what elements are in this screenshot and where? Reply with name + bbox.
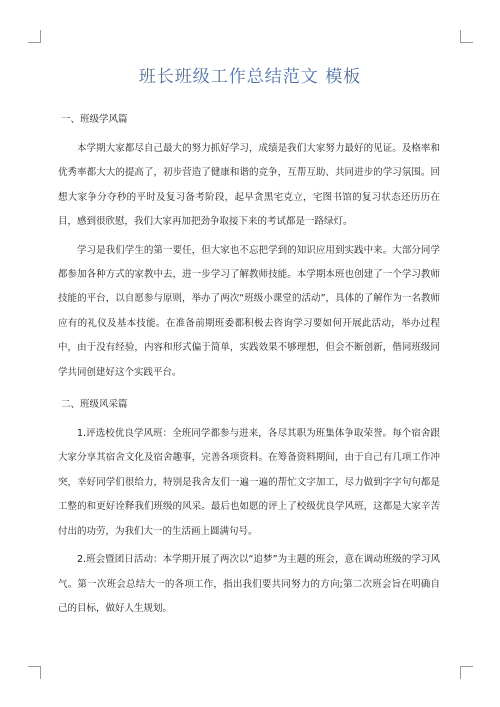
section-heading-class-style: 二、班级风采篇 <box>61 399 128 411</box>
paragraph: 2.班会暨团日活动：本学期开展了两次以“追梦”为主题的班会，意在调动班级的学习风气。第一次班会总结大一的各项工作，指出我们要共同努力的方向;第二次班会旨在明确自己的目标，做好人生规划。 <box>58 554 440 614</box>
section-heading-study-style: 一、班级学风篇 <box>61 114 128 125</box>
paragraph: 1.评选校优良学风班：全班同学都参与进来，各尽其职为班集体争取荣誉。每个宿舍跟大家分享其宿舍文化及宿舍趣事，完善各项资料。在筹备资料期间，由于自己有几项工作冲突，幸好同学们很给力，特别是我舍友们一遍一遍的帮忙文字加工，尽力做到字字句句都是工整的和更好诠释我们班级的风采。最后也如愿的评上了校级优良学风班，这都是大家辛苦付出的功劳，为我们大一的生活画上圆满句号。 <box>58 428 440 537</box>
crop-mark-top-left <box>28 30 41 43</box>
document-title: 班长班级工作总结范文 模板 <box>138 67 362 87</box>
document-body <box>58 110 440 625</box>
paragraph: 本学期大家都尽自己最大的努力抓好学习，成绩是我们大家努力最好的见证。及格率和优秀率都大大的提高了，初步营造了健康和谐的竞争，互帮互助、共同进步的学习氛围。回想大家争分夺秒的平时及复习备考阶段，起早贪黑宅克立，宅图书馆的复习状态还历历在目，感到很欣慰，我们大家再加把劲争取接下来的考试都是一路绿灯。 <box>58 143 440 228</box>
paragraph: 学习是我们学生的第一要任，但大家也不忘把学到的知识应用到实践中来。大部分同学都参加各种方式的家教中去，进一步学习了解教师技能。本学期本班也创建了一个学习教师技能的平台，以自愿参与原则，举办了两次“班级小课堂的活动”，具体的了解作为一名教师应有的礼仪及基本技能。在准备前期班委都积极去咨询学习要如何开展此活动，举办过程中，由于没有经验，内容和形式偏于简单，实践效果不够理想，但会不断创新，偕同班级同学共同创建好这个实践平台。 <box>58 244 440 378</box>
crop-mark-top-right <box>460 30 473 43</box>
crop-mark-bottom-right <box>460 666 473 679</box>
crop-mark-bottom-left <box>28 666 41 679</box>
